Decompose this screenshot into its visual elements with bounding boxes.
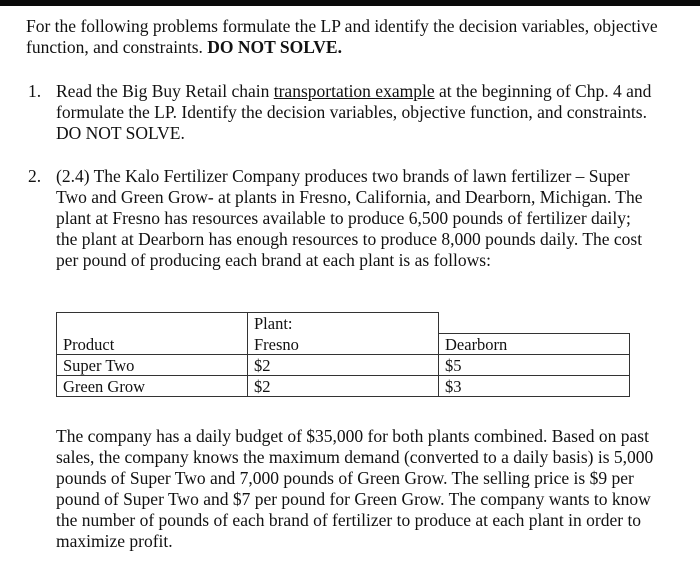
fresno-column-header: Fresno bbox=[248, 333, 439, 354]
problem-1-post: at the beginning of Chp. 4 and formulate the LP. Identify the decision variables, objective function, and constraints. DO NOT SOLVE. bbox=[56, 81, 652, 143]
problem-1-text bbox=[56, 81, 656, 144]
dearborn-cost-cell: $3 bbox=[439, 375, 630, 396]
fresno-cost-cell: $2 bbox=[248, 354, 439, 375]
top-dark-bar bbox=[0, 0, 700, 6]
product-column-header: Product bbox=[57, 333, 248, 354]
table-row bbox=[57, 375, 630, 396]
instructions bbox=[26, 16, 676, 58]
cost-table bbox=[56, 312, 630, 397]
dearborn-cost-cell: $5 bbox=[439, 354, 630, 375]
problem-1-pre: Read the Big Buy Retail chain bbox=[56, 81, 270, 101]
problem-2-text: (2.4) The Kalo Fertilizer Company produces two brands of lawn fertilizer – Super Two and Green Grow- at plants in Fresno, California, and Dearborn, Michigan. The plant at Fresno has resources available to produce 6,500 pounds of fertilizer daily; the plant at Dearborn has enough resources to produce 8,000 pounds daily. The cost per pound of producing each brand at each plant is as follows: bbox=[56, 166, 643, 270]
fresno-cost-cell: $2 bbox=[248, 375, 439, 396]
product-cell: Green Grow bbox=[57, 375, 248, 396]
table-empty-cell bbox=[57, 313, 248, 334]
problem-1-number: 1. bbox=[28, 81, 42, 101]
problem-2-closing: The company has a daily budget of $35,000 for both plants combined. Based on past sales, the company knows the maximum demand (converted to a daily basis) is 5,000 pounds of Super Two and 7,000 pounds of Green Grow. The selling price is $9 per pound of Super Two and $7 per pound for Green Grow. The company wants to know the number of pounds of each brand of fertilizer to produce at each plant in order to maximize profit. bbox=[56, 426, 654, 551]
plant-header: Plant: bbox=[248, 313, 439, 334]
product-cell: Super Two bbox=[57, 354, 248, 375]
instructions-text: For the following problems formulate the LP and identify the decision variables, objective function, and constraints. bbox=[26, 16, 658, 57]
table-empty-cell bbox=[439, 313, 630, 334]
transportation-example-link[interactable]: transportation example bbox=[273, 81, 435, 101]
table-row bbox=[57, 354, 630, 375]
dearborn-column-header: Dearborn bbox=[439, 333, 630, 354]
problem-2-number: 2. bbox=[28, 166, 42, 186]
instructions-emphasis: DO NOT SOLVE. bbox=[207, 37, 342, 57]
